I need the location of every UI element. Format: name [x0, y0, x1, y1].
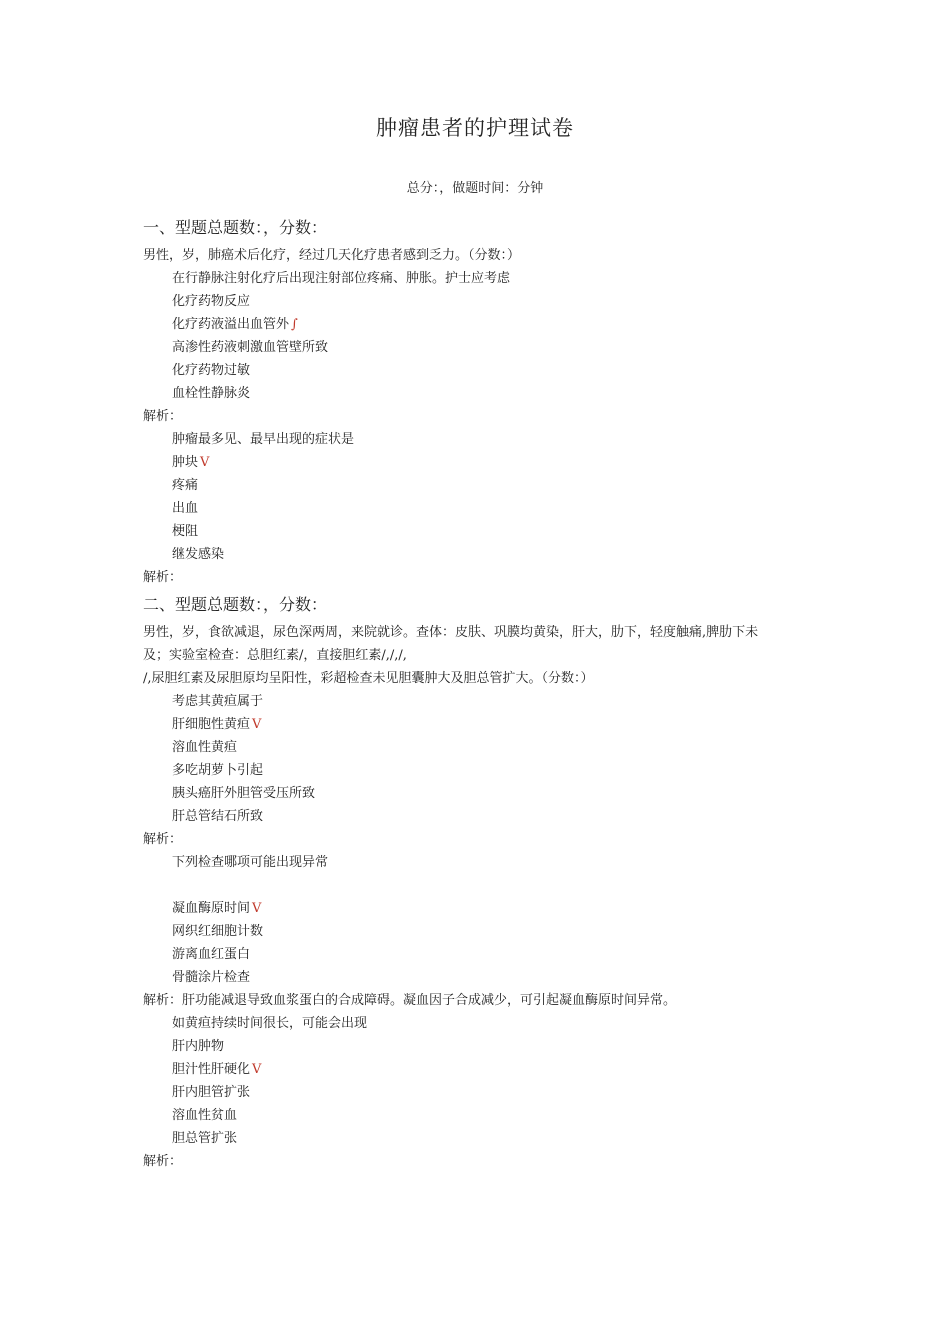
answer-option — [143, 474, 823, 497]
question-stem — [143, 621, 823, 644]
line-text: 化疗药物过敏 — [172, 363, 251, 378]
section-heading: 二、型题总题数：，分数： — [143, 595, 328, 614]
line-text: 胆汁性肝硬化 — [172, 1062, 251, 1077]
answer-option — [143, 520, 823, 543]
correct-mark-icon: V — [252, 717, 262, 732]
exam-content — [143, 212, 823, 1173]
answer-option — [143, 451, 823, 474]
line-text: 凝血酶原时间 — [172, 901, 251, 916]
analysis-line — [143, 989, 823, 1012]
line-text: 解析： — [143, 832, 183, 847]
answer-option — [143, 736, 823, 759]
question-stem — [143, 644, 823, 667]
correct-mark-icon: V — [200, 455, 210, 470]
answer-option — [143, 359, 823, 382]
answer-option — [143, 543, 823, 566]
line-text: 解析： — [143, 1154, 183, 1169]
answer-option — [143, 1081, 823, 1104]
score-time-line: 总分：，做题时间：分钟 — [406, 181, 544, 196]
line-text: 化疗药物反应 — [172, 294, 251, 309]
analysis-line — [143, 1150, 823, 1173]
section-heading: 一、型题总题数：，分数： — [143, 218, 328, 237]
answer-option — [143, 336, 823, 359]
line-text: 男性，岁，肺癌术后化疗，经过几天化疗患者感到乏力。（分数：） — [143, 248, 521, 263]
line-text: 肿块 — [172, 455, 199, 470]
line-text: 考虑其黄疸属于 — [172, 694, 264, 709]
page-title: 肿瘤患者的护理试卷 — [376, 116, 574, 140]
blank-line — [143, 874, 823, 897]
line-text: 胰头癌肝外胆管受压所致 — [172, 786, 316, 801]
question-stem — [143, 244, 823, 267]
answer-option — [143, 805, 823, 828]
analysis-line — [143, 405, 823, 428]
answer-option — [143, 497, 823, 520]
line-text: 化疗药液溢出血管外 — [172, 317, 290, 332]
line-text: 肝内胆管扩张 — [172, 1085, 251, 1100]
line-text: 溶血性黄疸 — [172, 740, 238, 755]
answer-option — [143, 1127, 823, 1150]
answer-option — [143, 313, 823, 336]
line-text: 胆总管扩张 — [172, 1131, 238, 1146]
line-text: 男性，岁，食欲减退，尿色深两周，来院就诊。查体：皮肤、巩膜均黄染，肝大，肋下，轻度触痛,脾肋下未 — [143, 625, 759, 640]
answer-option — [143, 1104, 823, 1127]
answer-option — [143, 382, 823, 405]
sub-question — [143, 690, 823, 713]
line-text: 高渗性药液刺激血管壁所致 — [172, 340, 329, 355]
line-text: 继发感染 — [172, 547, 225, 562]
correct-mark-icon: V — [252, 901, 262, 916]
answer-option — [143, 1058, 823, 1081]
answer-option — [143, 290, 823, 313]
analysis-line — [143, 566, 823, 589]
analysis-line — [143, 828, 823, 851]
answer-option — [143, 713, 823, 736]
line-text: 肝细胞性黄疸 — [172, 717, 251, 732]
answer-option — [143, 966, 823, 989]
line-text: 及；实验室检查：总胆红素/，直接胆红素/,/,/, — [143, 648, 407, 663]
line-text: 多吃胡萝卜引起 — [172, 763, 264, 778]
line-text: 网织红细胞计数 — [172, 924, 264, 939]
line-text: 在行静脉注射化疗后出现注射部位疼痛、肿胀。护士应考虑 — [172, 271, 511, 286]
sub-question — [143, 1012, 823, 1035]
line-text: 血栓性静脉炎 — [172, 386, 251, 401]
correct-mark-icon: ∫ — [291, 317, 298, 332]
line-text: 游离血红蛋白 — [172, 947, 251, 962]
line-text: 下列检查哪项可能出现异常 — [172, 855, 329, 870]
line-text: 肿瘤最多见、最早出现的症状是 — [172, 432, 355, 447]
answer-option — [143, 759, 823, 782]
answer-option — [143, 897, 823, 920]
line-text: 肝总管结石所致 — [172, 809, 264, 824]
answer-option — [143, 943, 823, 966]
answer-option — [143, 782, 823, 805]
line-text: 溶血性贫血 — [172, 1108, 238, 1123]
sub-question — [143, 428, 823, 451]
line-text: 解析： — [143, 409, 183, 424]
line-text: 疼痛 — [172, 478, 199, 493]
line-text: 解析：肝功能减退导致血浆蛋白的合成障碍。凝血因子合成减少，可引起凝血酶原时间异常。 — [143, 993, 677, 1008]
sub-question — [143, 851, 823, 874]
sub-question — [143, 267, 823, 290]
question-stem — [143, 667, 823, 690]
line-text: 骨髓涂片检查 — [172, 970, 251, 985]
answer-option — [143, 1035, 823, 1058]
answer-option — [143, 920, 823, 943]
line-text: /,尿胆红素及尿胆原均呈阳性，彩超检查未见胆囊肿大及胆总管扩大。（分数：） — [143, 671, 594, 686]
line-text: 梗阻 — [172, 524, 199, 539]
line-text: 肝内肿物 — [172, 1039, 225, 1054]
line-text: 出血 — [172, 501, 199, 516]
line-text: 如黄疸持续时间很长，可能会出现 — [172, 1016, 368, 1031]
line-text: 解析： — [143, 570, 183, 585]
correct-mark-icon: V — [252, 1062, 262, 1077]
